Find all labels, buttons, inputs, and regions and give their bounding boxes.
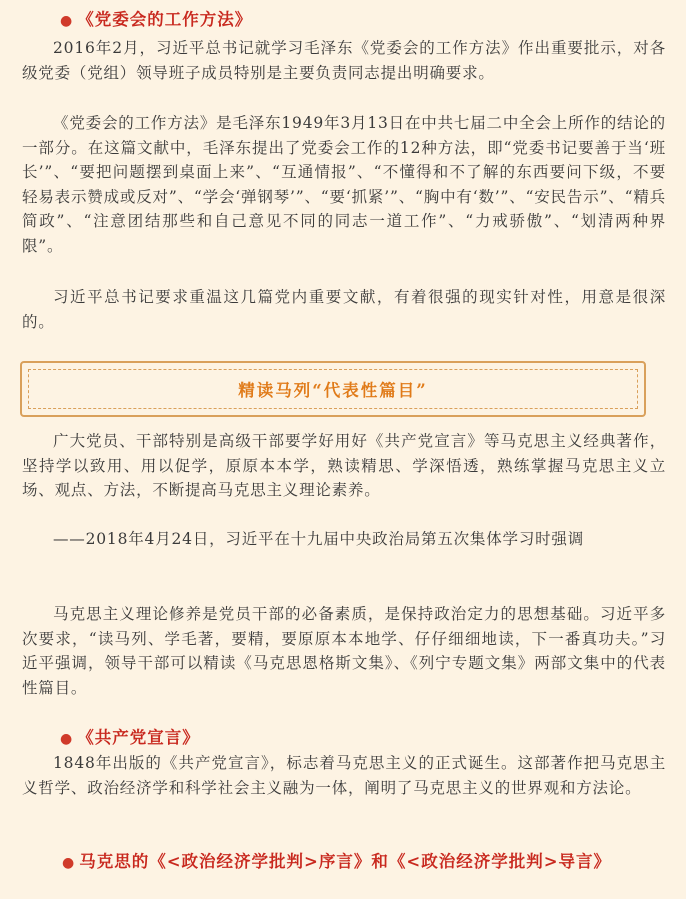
paragraph: 《党委会的工作方法》是毛泽东1949年3月13日在中共七届二中全会上所作的结论的一部分。在这篇文献中，毛泽东提出了党委会工作的12种方法，即“党委书记要善于当‘班长’”、“要把问题摆到桌面上来”、“互通情报”、“不懂得和不了解的东西要问下级，不要轻易表示赞成或反对”、“学会‘弹钢琴’”、“要‘抓紧’”、“胸中有‘数’”、“安民告示”、“精兵简政”、“注意团结那些和自己意见不同的同志一道工作”、“力戒骄傲”、“划清两种界限”。 bbox=[22, 114, 666, 255]
paragraph: 1848年出版的《共产党宣言》，标志着马克思主义的正式诞生。这部著作把马克思主义哲学、政治经济学和科学社会主义融为一体，阐明了马克思主义的世界观和方法论。 bbox=[22, 754, 666, 797]
bullet-dot-icon: ● bbox=[62, 855, 76, 871]
banner-title: 精读马列“代表性篇目” bbox=[238, 381, 428, 400]
section-heading-text: 《党委会的工作方法》 bbox=[77, 10, 253, 29]
section-heading-marx-critique bbox=[20, 849, 666, 876]
banner-dashed-frame bbox=[28, 369, 638, 409]
paragraph: 2016年2月，习近平总书记就学习毛泽东《党委会的工作方法》作出重要批示，对各级党委（党组）领导班子成员特别是主要负责同志提出明确要求。 bbox=[22, 39, 666, 82]
bullet-dot-icon: ● bbox=[60, 731, 74, 747]
quote-source: ——2018年4月24日，习近平在十九届中央政治局第五次集体学习时强调 bbox=[53, 530, 585, 548]
section-heading-text: 马克思的《<政治经济学批判>序言》和《<政治经济学批判>导言》 bbox=[79, 852, 612, 871]
bullet-dot-icon: ● bbox=[60, 13, 74, 29]
section-heading-party-committee bbox=[60, 8, 252, 33]
section-heading-text: 《共产党宣言》 bbox=[77, 728, 200, 747]
section-banner bbox=[20, 361, 646, 417]
paragraph: 马克思主义理论修养是党员干部的必备素质，是保持政治定力的思想基础。习近平多次要求，“读马列、学毛著，要精，要原原本本地学、仔仔细细地读，下一番真功夫。”习近平强调，领导干部可以精读《马克思恩格斯文集》、《列宁专题文集》两部文集中的代表性篇目。 bbox=[22, 605, 666, 697]
section-heading-communist-manifesto bbox=[60, 726, 200, 751]
paragraph: 习近平总书记要求重温这几篇党内重要文献，有着很强的现实针对性，用意是很深的。 bbox=[22, 288, 666, 331]
paragraph: 广大党员、干部特别是高级干部要学好用好《共产党宣言》等马克思主义经典著作，坚持学以致用、用以促学，原原本本学，熟读精思、学深悟透，熟练掌握马克思主义立场、观点、方法，不断提高马克思主义理论素养。 bbox=[22, 432, 666, 499]
